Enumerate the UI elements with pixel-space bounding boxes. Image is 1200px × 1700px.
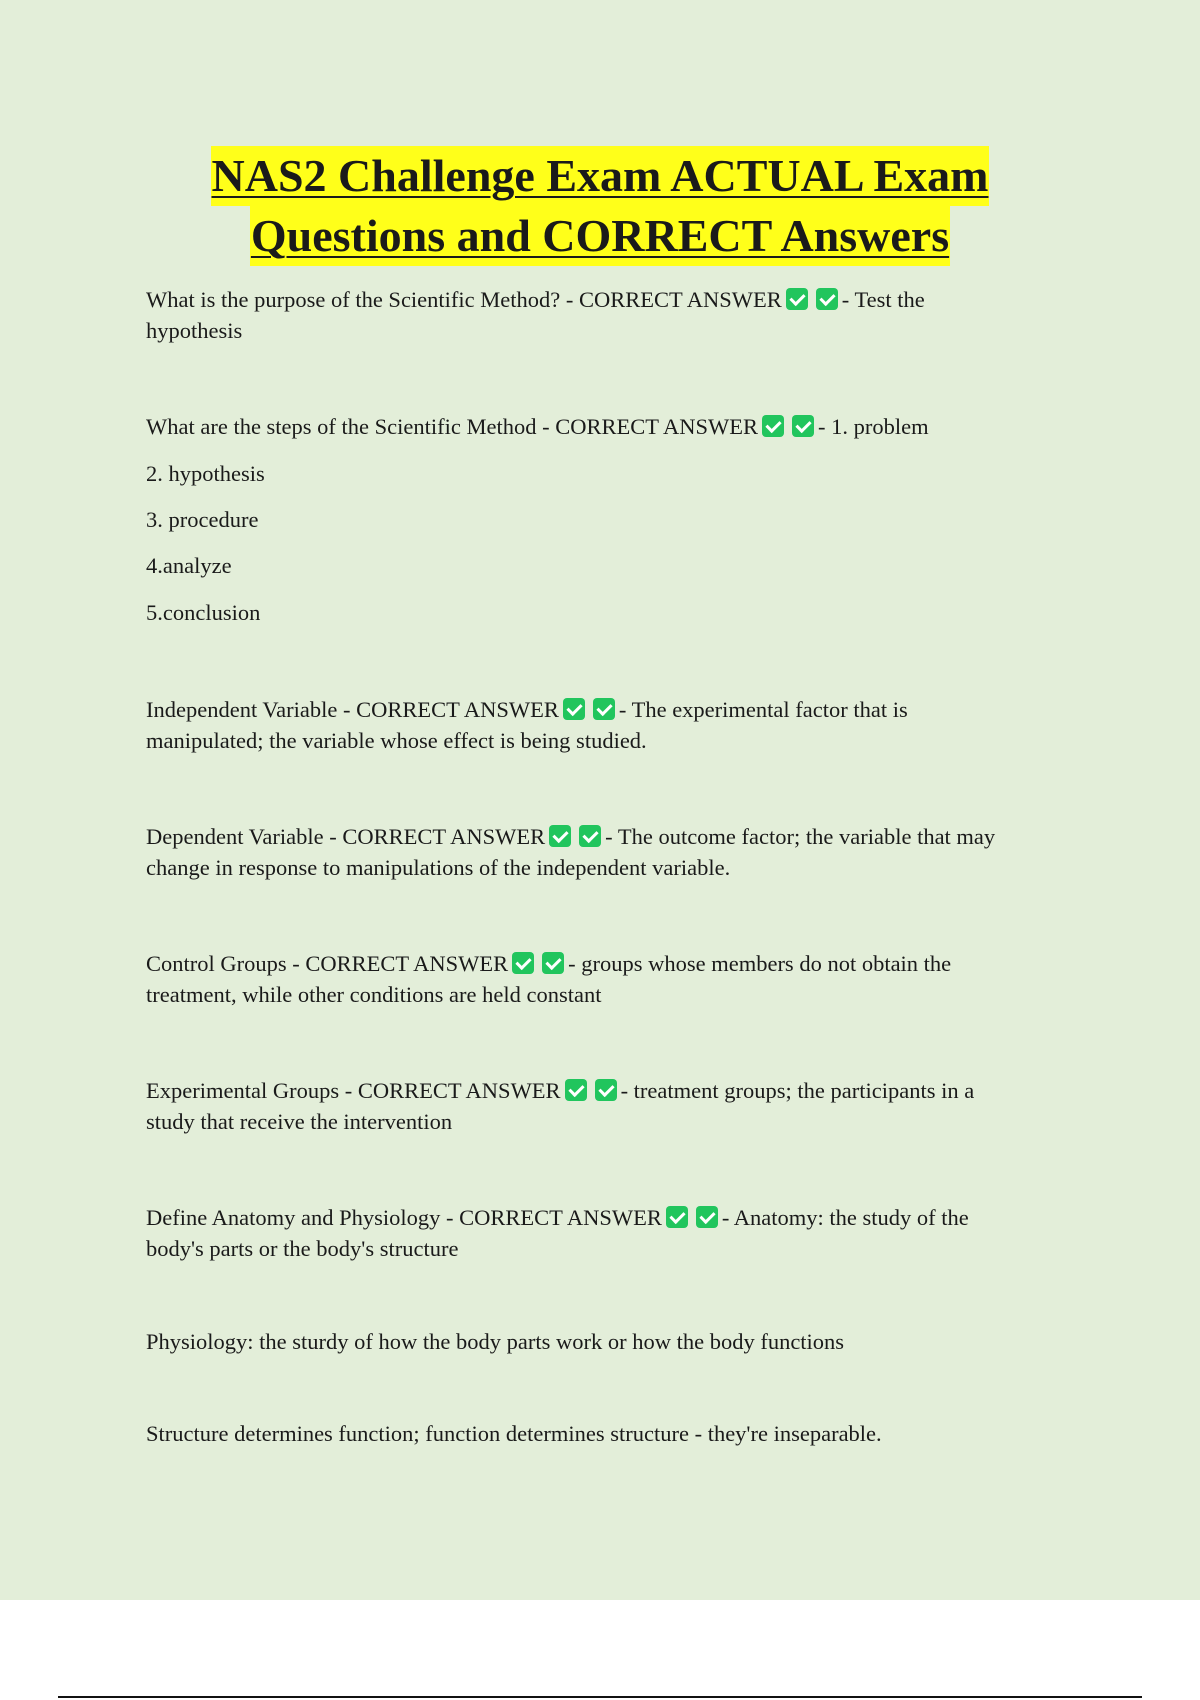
qa-entry [146, 821, 1066, 883]
answer-text: - 1. problem [817, 414, 929, 439]
check-box-icon [542, 952, 564, 974]
qa-entry [146, 284, 1066, 346]
question-text: What are the steps of the Scientific Method - CORRECT ANSWER [146, 414, 758, 439]
answer-text: - Anatomy: the study of the [721, 1205, 969, 1230]
question-text: What is the purpose of the Scientific Method? - CORRECT ANSWER [146, 287, 782, 312]
question-text: Define Anatomy and Physiology - CORRECT ANSWER [146, 1205, 662, 1230]
step-item: 2. hypothesis [146, 461, 265, 486]
qa-entry [146, 694, 1066, 756]
check-box-icon [563, 698, 585, 720]
paragraph: Physiology: the sturdy of how the body parts work or how the body functions [146, 1329, 845, 1354]
answer-text: - Test the [841, 287, 925, 312]
check-box-icon [792, 415, 814, 437]
qa-entry [146, 1075, 1066, 1137]
step-item: 3. procedure [146, 507, 259, 532]
question-text: Dependent Variable - CORRECT ANSWER [146, 824, 546, 849]
answer-text: treatment, while other conditions are held constant [146, 982, 602, 1007]
check-box-icon [696, 1206, 718, 1228]
answer-text: manipulated; the variable whose effect is being studied. [146, 728, 647, 753]
check-box-icon [549, 825, 571, 847]
answer-text: hypothesis [146, 318, 243, 343]
qa-entry [146, 948, 1066, 1010]
answer-text: - groups whose members do not obtain the [568, 951, 952, 976]
check-box-icon [593, 698, 615, 720]
check-box-icon [666, 1206, 688, 1228]
footer-divider [58, 1696, 1142, 1698]
check-box-icon [579, 825, 601, 847]
answer-text: study that receive the intervention [146, 1109, 453, 1134]
step-item: 4.analyze [146, 553, 232, 578]
step-item: 5.conclusion [146, 600, 261, 625]
title-line-2: Questions and CORRECT Answers [250, 206, 950, 266]
document-title [0, 146, 1200, 266]
question-text: Independent Variable - CORRECT ANSWER [146, 697, 559, 722]
check-box-icon [595, 1079, 617, 1101]
answer-text: - The outcome factor; the variable that may [605, 824, 996, 849]
answer-text: - The experimental factor that is [618, 697, 908, 722]
question-text: Control Groups - CORRECT ANSWER [146, 951, 509, 976]
paragraph: Structure determines function; function determines structure - they're inseparable. [146, 1421, 882, 1446]
question-text: Experimental Groups - CORRECT ANSWER [146, 1078, 561, 1103]
answer-text: change in response to manipulations of the independent variable. [146, 855, 731, 880]
check-box-icon [565, 1079, 587, 1101]
check-box-icon [816, 288, 838, 310]
qa-entry [146, 1202, 1066, 1264]
qa-entry [146, 411, 1066, 442]
answer-text: - treatment groups; the participants in a [620, 1078, 975, 1103]
check-box-icon [762, 415, 784, 437]
answer-text: body's parts or the body's structure [146, 1236, 459, 1261]
check-box-icon [786, 288, 808, 310]
title-line-1: NAS2 Challenge Exam ACTUAL Exam [211, 146, 990, 206]
check-box-icon [512, 952, 534, 974]
